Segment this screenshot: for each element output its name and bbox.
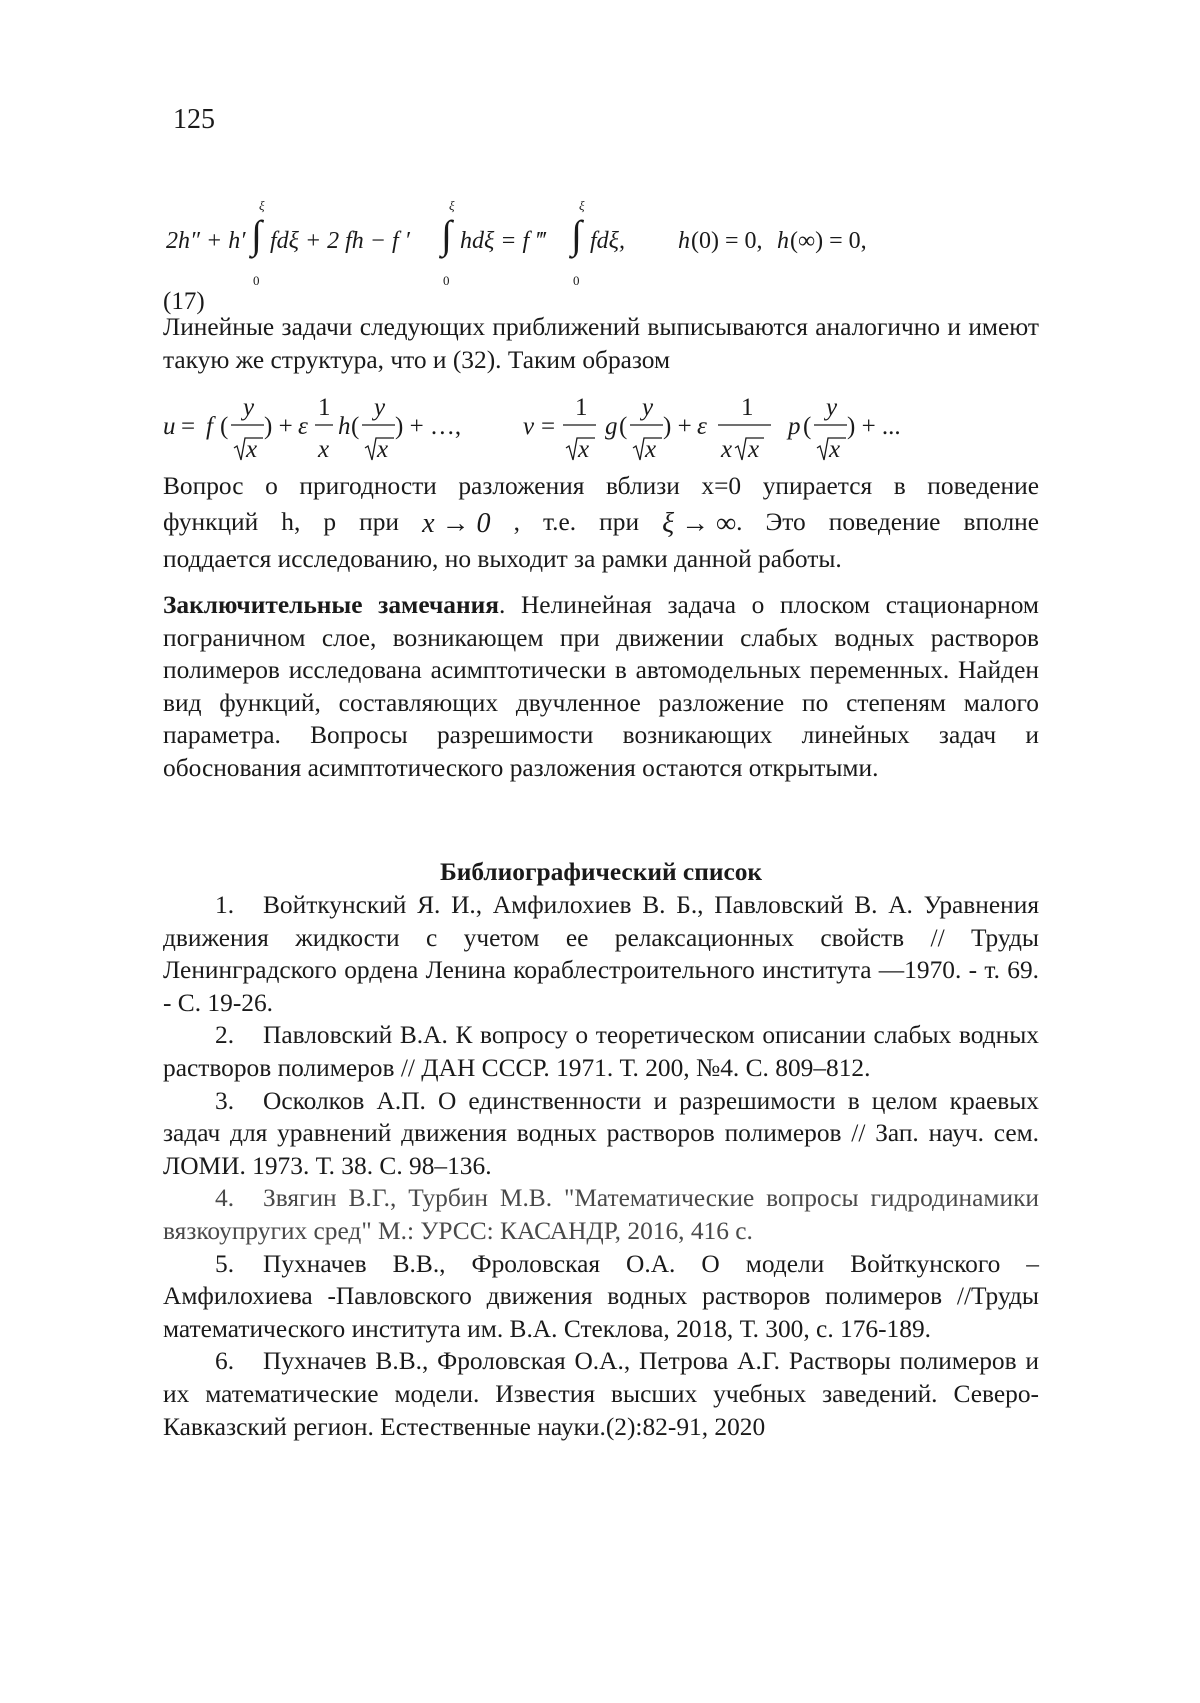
svg-text:fdξ + 2 fh − f ′: fdξ + 2 fh − f ′ (270, 228, 411, 254)
bib-item-text: Павловский В.А. К вопросу о теоретическом описании слабых водных растворов полимеров // ДАН СССР. 1971. Т. 200, №4. С. 809–812. (163, 1021, 1039, 1082)
svg-text:(: ( (803, 413, 811, 440)
svg-text:x: x (720, 436, 732, 463)
svg-text:0: 0 (253, 273, 260, 288)
behavior-line-2-text-b: , т.е. при (514, 508, 640, 536)
svg-text:(0) = 0,: (0) = 0, (691, 228, 763, 254)
bib-item (163, 1345, 1039, 1443)
bibliography-title: Библиографический список (163, 856, 1039, 888)
behavior-line-2-text-a: функций h, p при (163, 508, 399, 536)
document-page (0, 0, 1200, 1703)
bib-item-text: Осколков А.П. О единственности и разрешимости в целом краевых задач для уравнений движения водных растворов полимеров // Зап. науч. сем. ЛОМИ. 1973. Т. 38. С. 98–136. (163, 1087, 1039, 1180)
svg-text:1: 1 (575, 394, 588, 421)
svg-text:hdξ = f ‴: hdξ = f ‴ (460, 228, 547, 254)
svg-text:∫: ∫ (438, 212, 455, 259)
svg-text:y: y (823, 394, 838, 421)
svg-text:ε: ε (298, 413, 308, 440)
bib-item-number: 4. (215, 1182, 263, 1215)
svg-text:∫: ∫ (568, 212, 585, 259)
svg-text:v: v (523, 413, 535, 440)
bib-item-number: 6. (215, 1345, 263, 1378)
svg-text:h: h (777, 228, 789, 254)
bib-item-text: Пухначев В.В., Фроловская О.А., Петрова А.Г. Растворы полимеров и их математические модели. Известия высших учебных заведений. Северо-Кавказский регион. Естественные науки.(2):82-91, 2020 (163, 1347, 1039, 1440)
behavior-line-2 (163, 503, 1039, 543)
svg-text:∫: ∫ (248, 212, 265, 259)
bib-item (163, 1182, 1039, 1247)
svg-text:ε: ε (697, 413, 707, 440)
svg-text:1: 1 (318, 394, 331, 421)
bib-item-text: Войткунский Я. И., Амфилохиев В. Б., Павловский В. А. Уравнения движения жидкости с учетом ее релаксационных свойств // Труды Ленинградского ордена Ленина кораблестроительного института —1970. - т. 69. - С. 19-26. (163, 891, 1039, 1017)
bib-item (163, 1019, 1039, 1084)
bib-item-number: 1. (215, 889, 263, 922)
svg-text:(: ( (220, 413, 228, 440)
bib-item-number: 3. (215, 1085, 263, 1118)
conclusion-heading: Заключительные замечания (163, 591, 499, 619)
svg-text:x: x (577, 436, 589, 463)
bib-item-text: Звягин В.Г., Турбин М.В. "Математические вопросы гидродинамики вязкоупругих сред" М.: УРСС: КАСАНДР, 2016, 416 с. (163, 1184, 1039, 1245)
paragraph-linear-problems: Линейные задачи следующих приближений выписываются аналогично и имеют такую же структура, что и (32). Таким образом (163, 311, 1039, 376)
svg-text:x: x (747, 436, 759, 463)
svg-text:) +: ) + (663, 413, 692, 440)
svg-text:x: x (317, 436, 329, 463)
math-x-to-zero: x → 0 (422, 505, 490, 543)
svg-text:y: y (371, 394, 386, 421)
bib-item-text: Пухначев В.В., Фроловская О.А. О модели Войткунского – Амфилохиева -Павловского движения водных растворов полимеров //Труды математического института им. В.А. Стеклова, 2018, Т. 300, с. 176-189. (163, 1250, 1039, 1343)
svg-text:ξ: ξ (579, 198, 585, 213)
svg-text:h: h (338, 413, 351, 440)
bib-item (163, 1248, 1039, 1346)
bib-item (163, 889, 1039, 1019)
svg-text:ξ: ξ (259, 198, 265, 213)
svg-text:u: u (163, 413, 176, 440)
svg-text:0: 0 (573, 273, 580, 288)
svg-text:) + …,: ) + …, (395, 413, 461, 440)
svg-text:ξ: ξ (449, 198, 455, 213)
conclusion-text: . Нелинейная задача о плоском стационарном пограничном слое, возникающем при движении слабых водных растворов полимеров исследована асимптотически в автомодельных переменных. Найден вид функций, составляющих двучленное разложение по степеням малого параметра. Вопросы разрешимости возникающих линейных задач и обоснования асимптотического разложения остаются открытыми. (163, 591, 1039, 782)
svg-text:(∞) = 0,: (∞) = 0, (790, 228, 867, 254)
svg-text:1: 1 (741, 394, 754, 421)
svg-text:(: ( (351, 413, 359, 440)
behavior-line-2-text-c: . Это поведение вполне (736, 508, 1039, 536)
svg-text:x: x (245, 436, 257, 463)
svg-text:x: x (376, 436, 388, 463)
svg-text:(: ( (619, 413, 627, 440)
svg-text:=: = (541, 413, 555, 440)
svg-text:) + ...: ) + ... (847, 413, 901, 440)
bib-item-number: 5. (215, 1248, 263, 1281)
svg-text:) +: ) + (264, 413, 293, 440)
svg-text:g: g (605, 413, 618, 440)
equation-17 (163, 198, 923, 288)
behavior-line-3: поддается исследованию, но выходит за рамки данной работы. (163, 543, 1039, 576)
svg-text:y: y (639, 394, 654, 421)
expansion-formula (163, 392, 1023, 472)
svg-text:f: f (206, 413, 216, 440)
svg-text:h: h (678, 228, 690, 254)
behavior-line-1: Вопрос о пригодности разложения вблизи x=0 упирается в поведение (163, 470, 1039, 503)
svg-text:y: y (240, 394, 255, 421)
bib-item-number: 2. (215, 1019, 263, 1052)
svg-text:x: x (828, 436, 840, 463)
math-xi-to-infinity: ξ → ∞ (662, 505, 736, 543)
svg-text:=: = (181, 413, 195, 440)
page-number: 125 (173, 104, 215, 136)
bibliography-list (163, 889, 1039, 1443)
svg-text:0: 0 (443, 273, 450, 288)
conclusion-paragraph (163, 589, 1039, 785)
bib-item (163, 1085, 1039, 1183)
svg-text:fdξ,: fdξ, (590, 228, 625, 254)
svg-text:p: p (786, 413, 801, 440)
paragraph-behavior (163, 470, 1039, 575)
svg-text:x: x (644, 436, 656, 463)
svg-text:2h″ + h′: 2h″ + h′ (166, 228, 246, 254)
equation-number: (17) (163, 288, 205, 316)
